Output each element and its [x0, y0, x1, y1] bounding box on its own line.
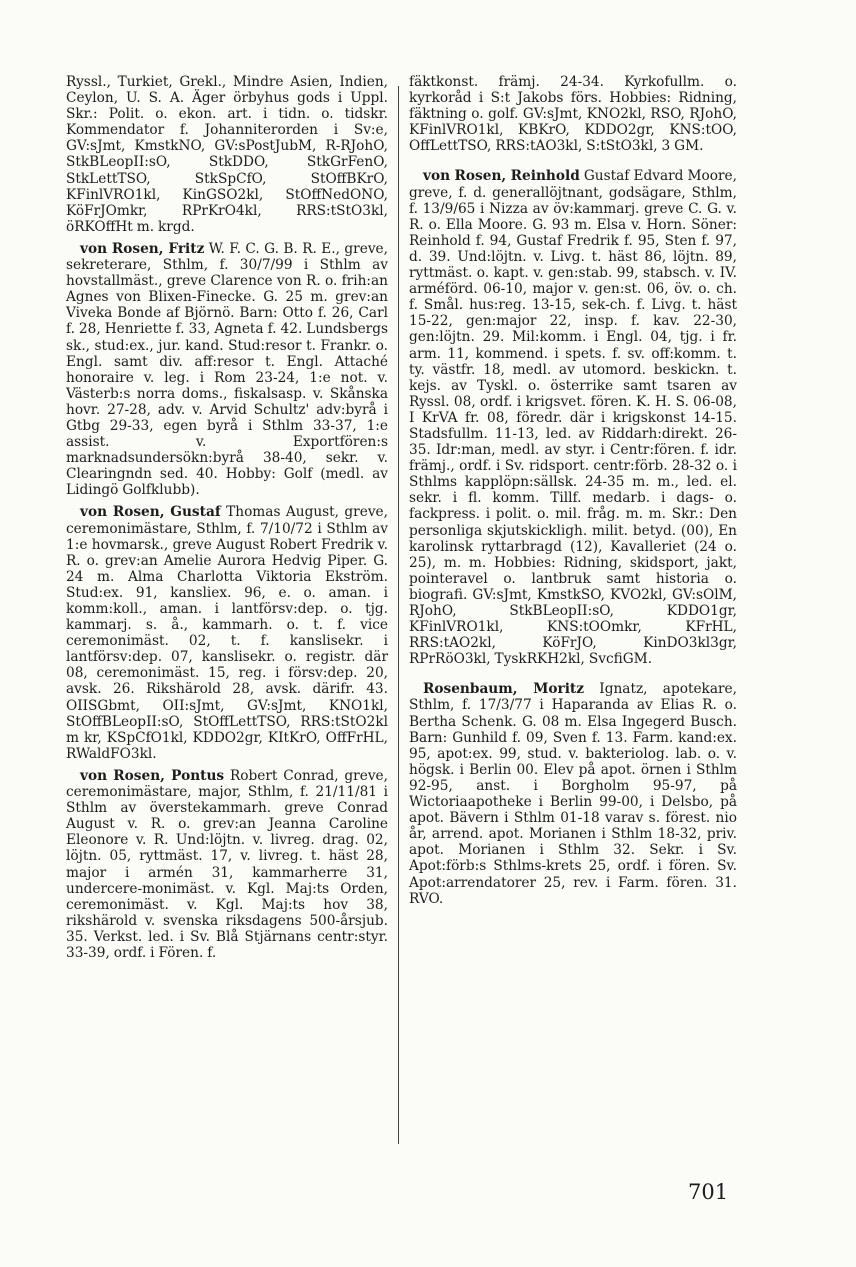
entry-gustaf-von-rosen	[66, 504, 388, 762]
entry-continuation	[409, 74, 737, 154]
entry-fritz-von-rosen	[66, 241, 388, 499]
entry-pontus-von-rosen	[66, 768, 388, 961]
entry-text: W. F. C. G. B. R. E., greve, sekreterare, Sthlm, f. 30/7/99 i Sthlm av hovstallmäst., greve Clarence von R. o. frih:an Agnes von Blixen-Finecke. G. 25 m. grev:an Viveka Bonde af Björnö. Barn: Otto f. 26, Carl f. 28, Henriette f. 33, Agneta f. 42. Lundsbergs sk., stud:ex., jur. kand. Stud:resor t. Frankr. o. Engl. samt div. aff:resor t. Engl. Attaché honoraire v. leg. i Rom 23-24, 1:e not. v. Västerb:s norra doms., fiskalsasp. v. Skånska hovr. 27-28, adv. v. Arvid Schultz' adv:byrå i Gtbg 29-33, egen byrå i Sthlm 33-37, 1:e assist. v. Exportfören:s marknadsundersökn:byrå 38-40, sekr. v. Clearingndn sed. 40. Hobby: Golf (medl. av Lidingö Golfklubb).	[66, 240, 389, 499]
left-column	[66, 74, 388, 967]
right-column	[409, 74, 737, 913]
entry-reinhold-von-rosen	[409, 168, 737, 667]
column-divider	[398, 86, 399, 1144]
entry-name: von Rosen, Pontus	[80, 767, 225, 784]
entry-text: Gustaf Edvard Moore, greve, f. d. generallöjtnant, godsägare, Sthlm, f. 13/9/65 i Nizza av öv:kammarj. greve C. G. v. R. o. Ella Moore. G. 93 m. Elsa v. Horn. Söner: Reinhold f. 94, Gustaf Fredrik f. 95, Sten f. 97, d. 39. Und:löjtn. v. Livg. t. häst 86, löjtn. 89, ryttmäst. o. kapt. v. gen:stab. 99, stabsch. v. IV. arméförd. 06-10, major v. gen:st. 06, öv. o. ch. f. Smål. hus:reg. 13-15, sek-ch. f. Livg. t. häst 15-22, gen:major 22, insp. f. kav. 22-30, gen:löjtn. 29. Mil:komm. i Engl. 04, tjg. i fr. arm. 11, kommend. i spets. f. sv. off:komm. t. ty. västfr. 18, medl. av utomord. beskickn. t. kejs. av Tyskl. o. österrike samt tsaren av Ryssl. 08, ordf. i krigsvet. fören. K. H. S. 06-08, I KrVA fr. 08, föredr. där i krigskonst 14-15. Stadsfullm. 11-13, led. av Riddarh:direkt. 26-35. Idr:man, medl. av styr. i Centr:fören. f. idr. främj., ordf. i Sv. ridsport. centr:förb. 28-32 o. i Sthlms kapplöpn:sällsk. 24-35 m. m., led. el. sekr. i fl. komm. Tillf. medarb. i dags- o. fackpress. i polit. o. mil. fråg. m. m. Skr.: Den personliga skjutskickligh. milit. betyd. (00), En karolinsk ryttarbragd (12), Kavalleriet (24 o. 25), m. m. Hobbies: Ridning, skidsport, jakt, pointeravel o. lantbruk samt historia o. biografi. GV:sJmt, KmstkSO, KVO2kl, GV:sOlM, RJohO, StkBLeopII:sO, KDDO1gr, KFinlVRO1kl, KNS:tOOmkr, KFrHL, RRS:tAO2kl, KöFrJO, KinDO3kl3gr, RPrRöO3kl, TyskRKH2kl, SvcfiGM.	[409, 168, 737, 668]
entry-text: Robert Conrad, greve, ceremonimästare, major, Sthlm, f. 21/11/81 i Sthlm av överstekammarh. greve Conrad August v. R. o. grev:an Jeanna Caroline Eleonore v. R. Und:löjtn. v. livreg. drag. 02, löjtn. 05, ryttmäst. 17, v. livreg. t. häst 28, major i armén 31, kammarherre 31, undercere-monimäst. v. Kgl. Maj:ts Orden, ceremonimäst. v. Kgl. Maj:ts hov 38, rikshärold v. svenska riksdagens 500-årsjub. 35. Verkst. led. i Sv. Blå Stjärnans centr:styr. 33-39, ordf. i Fören. f.	[66, 767, 388, 961]
entry-text: fäktkonst. främj. 24-34. Kyrkofullm. o. kyrkoråd i S:t Jakobs förs. Hobbies: Ridning, fäktning o. golf. GV:sJmt, KNO2kl, RSO, RJohO, KFinlVRO1kl, KBKrO, KDDO2gr, KNS:tOO, OffLettTSO, RRS:tAO3kl, S:tStO3kl, 3 GM.	[409, 74, 737, 155]
entry-continuation	[66, 74, 388, 235]
entry-name: von Rosen, Fritz	[80, 240, 205, 257]
entry-name: von Rosen, Gustaf	[80, 504, 221, 521]
page-number: 701	[688, 1180, 729, 1204]
entry-text: Thomas August, greve, ceremonimästare, Sthlm, f. 7/10/72 i Sthlm av 1:e hovmarsk., greve August Robert Fredrik v. R. o. grev:an Amelie Aurora Hedvig Piper. G. 24 m. Alma Charlotta Viktoria Ekström. Stud:ex. 91, kansliex. 96, e. o. aman. i komm:koll., aman. i lantförsv:dep. o. tjg. kammarj. s. å., kammarh. o. t. f. vice ceremonimäst. 02, t. f. kanslisekr. i lantförsv:dep. 07, kanslisekr. o. registr. där 08, ceremonimäst. 15, reg. i försv:dep. 20, avsk. 26. Rikshärold 28, avsk. därifr. 43. OIISGbmt, OII:sJmt, GV:sJmt, KNO1kl, StOffBLeopII:sO, StOffLettTSO, RRS:tStO2kl m kr, KSpCfO1kl, KDDO2gr, KItKrO, OffFrHL, RWaldFO3kl.	[66, 504, 389, 762]
entry-name: Rosenbaum, Moritz	[423, 681, 584, 698]
entry-moritz-rosenbaum	[409, 681, 737, 906]
entry-name: von Rosen, Reinhold	[423, 168, 580, 185]
entry-text: Ignatz, apotekare, Sthlm, f. 17/3/77 i Haparanda av Elias R. o. Bertha Schenk. G. 08 m. Elsa Ingegerd Busch. Barn: Gunhild f. 09, Sven f. 13. Farm. kand:ex. 95, apot:ex. 99, stud. v. bakteriolog. lab. o. v. högsk. i Berlin 00. Elev på apot. örnen i Sthlm 92-95, anst. i Borgholm 95-97, på Wictoriaapotheke i Berlin 99-00, i Delsbo, på apot. Bävern i Sthlm 01-18 varav s. förest. nio år, arrend. apot. Morianen i Sthlm 18-32, priv. apot. Morianen i Sthlm 32. Sekr. i Sv. Apot:förb:s Sthlms-krets 25, ordf. i fören. Sv. Apot:arrendatorer 25, rev. i Farm. fören. 31. RVO.	[409, 681, 737, 907]
entry-text: Ryssl., Turkiet, Grekl., Mindre Asien, Indien, Ceylon, U. S. A. Äger örbyhus gods i Uppl. Skr.: Polit. o. ekon. art. i tidn. o. tidskr. Kommendator f. Johanniterorden i Sv:e, GV:sJmt, KmstkNO, GV:sPostJubM, R-RJohO, StkBLeopII:sO, StkDDO, StkGrFenO, StkLettTSO, StkSpCfO, StOffBKrO, KFinlVRO1kl, KinGSO2kl, StOffNedONO, KöFrJOmkr, RPrKrO4kl, RRS:tStO3kl, öRKOffHt m. krgd.	[66, 74, 388, 235]
